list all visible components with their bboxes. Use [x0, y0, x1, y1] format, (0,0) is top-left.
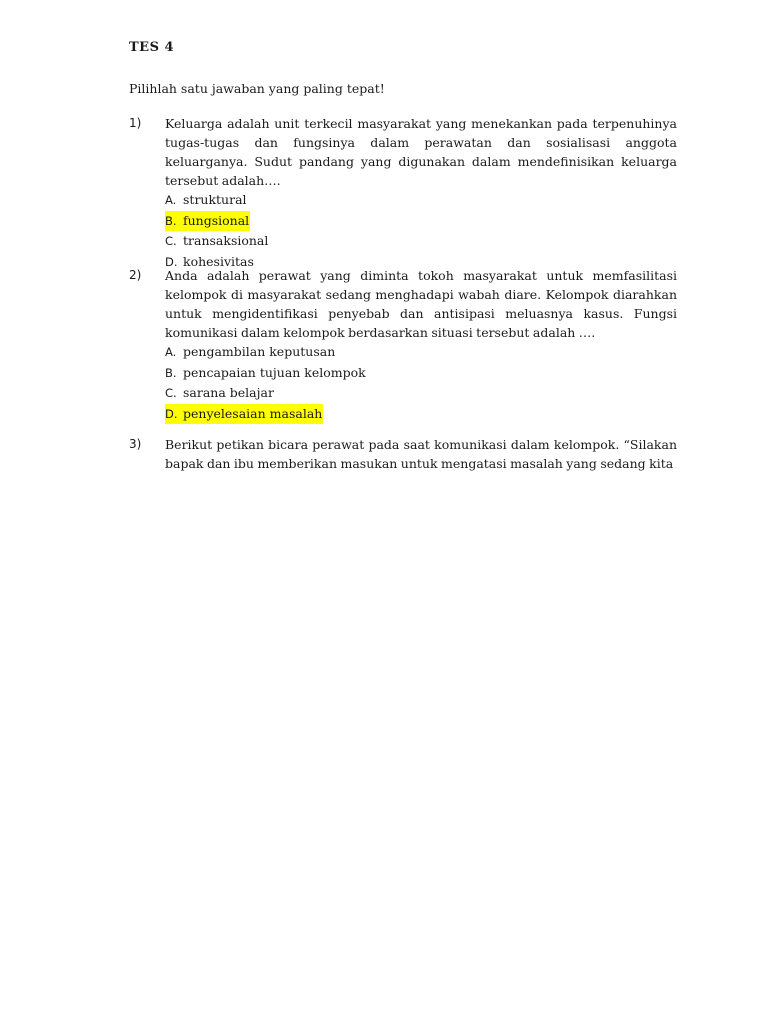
question-text: Berikut petikan bicara perawat pada saat komunikasi dalam kelompok. “Silakan bapak dan ibu memberikan masukan untuk mengatasi masalah yang sedang kita — [165, 437, 677, 471]
option-letter: C. — [165, 386, 177, 400]
option-list — [165, 190, 677, 272]
option-letter: D. — [165, 254, 178, 269]
option-a — [165, 342, 677, 363]
question-2 — [129, 266, 677, 424]
question-number: 1) — [129, 116, 142, 130]
option-text: transaksional — [183, 233, 269, 248]
option-letter: C. — [165, 234, 177, 248]
option-text: struktural — [183, 192, 247, 207]
question-text: Keluarga adalah unit terkecil masyarakat yang menekankan pada terpenuhinya tugas-tugas dan fungsinya dalam perawatan dan sosialisasi anggota keluarganya. Sudut pandang yang digunakan dalam mendefinisikan keluarga tersebut adalah…. — [165, 116, 677, 188]
option-letter: B. — [165, 213, 177, 228]
option-b — [165, 363, 677, 384]
option-text: sarana belajar — [183, 385, 274, 400]
question-text: Anda adalah perawat yang diminta tokoh masyarakat untuk memfasilitasi kelompok di masyarakat sedang menghadapi wabah diare. Kelompok diarahkan untuk mengidentifikasi penyebab dan antisipasi meluasnya kasus. Fungsi komunikasi dalam kelompok berdasarkan situasi tersebut adalah …. — [165, 268, 677, 340]
option-a — [165, 190, 677, 211]
option-list — [165, 342, 677, 424]
option-text: pencapaian tujuan kelompok — [183, 364, 366, 380]
option-c — [165, 231, 677, 252]
option-c — [165, 383, 677, 404]
question-3 — [129, 435, 677, 473]
option-letter: A. — [165, 193, 177, 207]
instruction-text: Pilihlah satu jawaban yang paling tepat! — [129, 81, 385, 96]
option-text: pengambilan keputusan — [183, 344, 336, 359]
option-b-highlighted — [165, 211, 677, 232]
option-text: fungsional — [183, 212, 250, 228]
question-number: 2) — [129, 268, 142, 282]
question-number: 3) — [129, 437, 142, 451]
option-letter: B. — [165, 365, 177, 380]
option-text: kohesivitas — [183, 253, 254, 269]
option-letter: A. — [165, 345, 177, 359]
option-d-highlighted — [165, 404, 677, 425]
option-letter: D. — [165, 406, 178, 421]
option-text: penyelesaian masalah — [183, 405, 323, 421]
question-1 — [129, 114, 677, 272]
page-title: TES 4 — [129, 40, 175, 55]
